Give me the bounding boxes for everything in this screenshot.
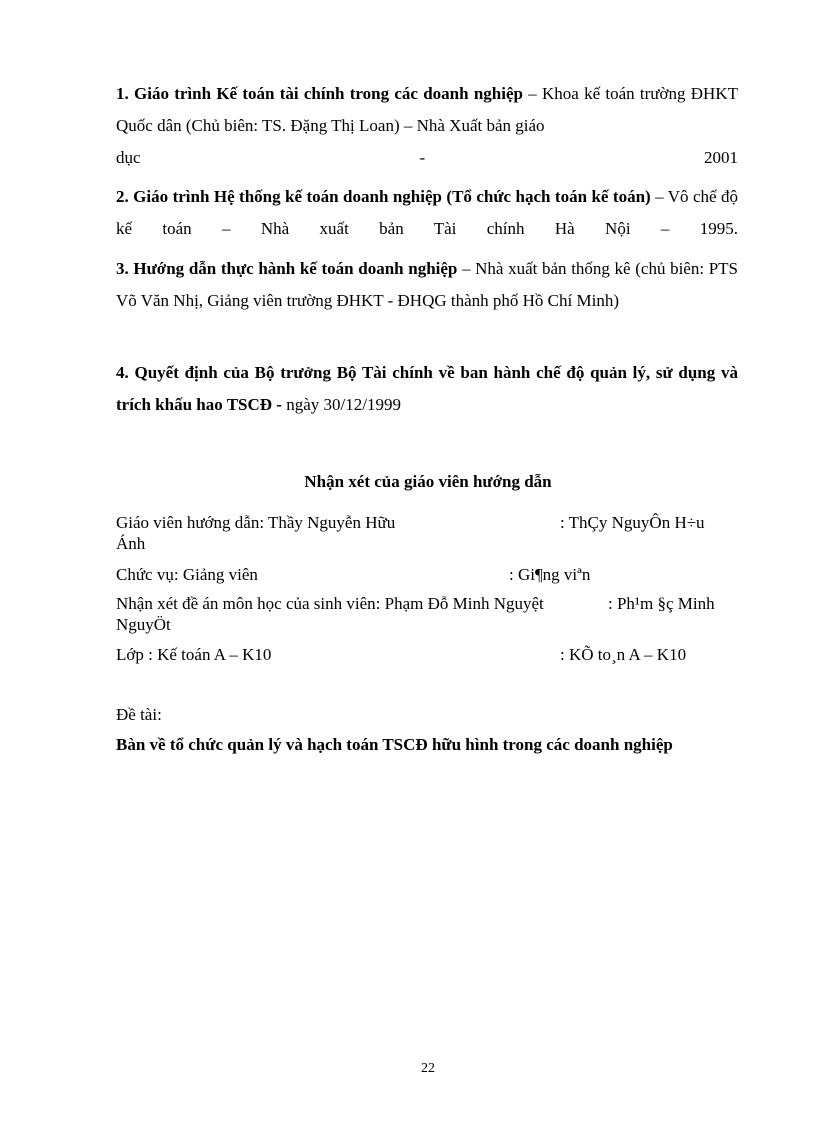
topic-label: Đề tài:: [116, 705, 162, 724]
comment-continuation: NguyÖt: [116, 615, 171, 634]
advisor-continuation: Ánh: [116, 534, 146, 553]
topic-title: Bàn về tổ chức quản lý và hạch toán TSCĐ hữu hình trong các doanh nghiệp: [116, 735, 673, 754]
reference-4-title: 4. Quyết định của Bộ trưởng Bộ Tài chính về ban hành chế độ quản lý, sử dụng và trích khấu hao TSCĐ -: [116, 363, 738, 414]
review-heading: Nhận xét của giáo viên hướng dẫn: [304, 472, 552, 491]
class-label: Lớp : Kế toán A – K10: [116, 645, 272, 664]
advisor-label: Giáo viên hướng dẫn: Thầy Nguyễn Hữu: [116, 513, 396, 532]
reference-1-tail-left: dục: [116, 148, 141, 167]
position-row: [116, 564, 756, 585]
class-duplicate: : KÕ to¸n A – K10: [560, 645, 687, 664]
comment-duplicate: : Ph¹m §ç Minh: [608, 594, 715, 613]
page-number: 22: [421, 1061, 435, 1076]
reference-3-body: – Nhà xuất bản thống kê (chủ biên: PTS Võ Văn Nhị, Giảng viên trường ĐHKT - ĐHQG thành phố Hồ Chí Minh): [116, 259, 738, 310]
reference-1-title: 1. Giáo trình Kế toán tài chính trong các doanh nghiệp: [116, 84, 523, 103]
reference-4: [116, 357, 738, 421]
reference-1-tail: [116, 142, 738, 174]
advisor-row: [116, 512, 756, 554]
comment-label: Nhận xét đề án môn học của sinh viên: Phạm Đỗ Minh Nguyệt: [116, 594, 544, 613]
reference-2-body: – Vô chế độ kế toán – Nhà xuất bản Tài chính Hà Nội – 1995.: [116, 187, 738, 238]
reference-4-body: ngày 30/12/1999: [281, 395, 401, 414]
reference-3-title: 3. Hướng dẫn thực hành kế toán doanh nghiệp: [116, 259, 458, 278]
reference-2: [116, 181, 738, 245]
comment-row: [116, 593, 756, 635]
reference-1-tail-right: 2001: [704, 148, 738, 167]
reference-3: [116, 253, 738, 317]
position-duplicate: : Gi¶ng viªn: [509, 565, 591, 584]
advisor-duplicate: : ThÇy NguyÔn H÷u: [560, 513, 705, 532]
reference-1: [116, 78, 738, 174]
position-label: Chức vụ: Giảng viên: [116, 565, 258, 584]
class-row: [116, 644, 756, 665]
reference-1-body: – Khoa kế toán trường ĐHKT Quốc dân (Chủ biên: TS. Đặng Thị Loan) – Nhà Xuất bản giáo: [116, 84, 738, 135]
reference-2-title: 2. Giáo trình Hệ thống kế toán doanh nghiệp (Tổ chức hạch toán kế toán): [116, 187, 651, 206]
reference-1-tail-mid: -: [419, 148, 426, 167]
